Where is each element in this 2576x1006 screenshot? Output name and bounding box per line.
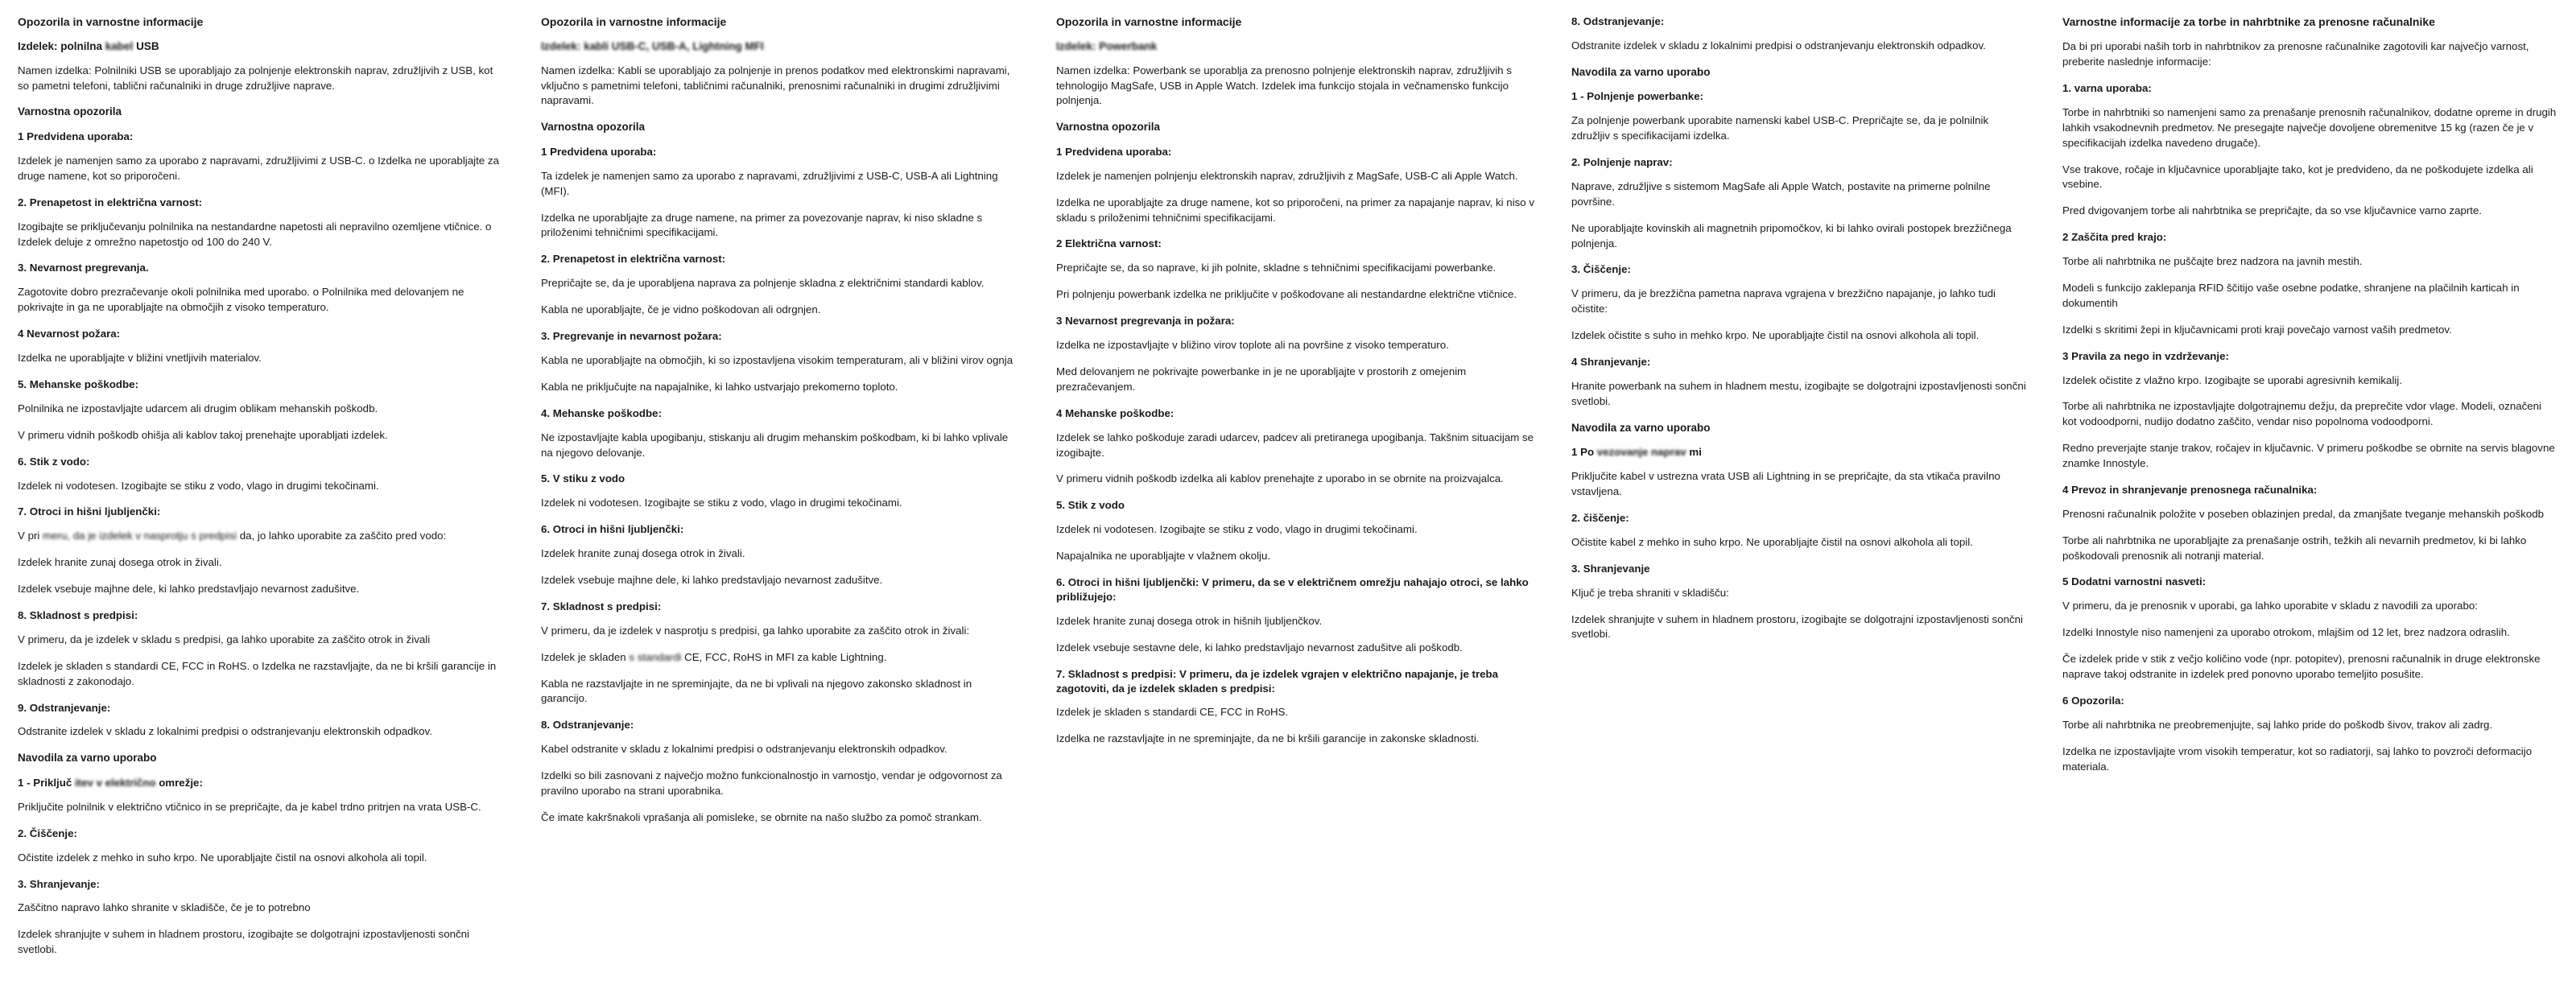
- item-heading: 8. Odstranjevanje:: [1571, 15, 1665, 27]
- item-heading: 7. Skladnost s predpisi:: [541, 600, 662, 612]
- paragraph: Izdelka ne izpostavljajte v bližino virov toplote ali na površine z visoko temperaturo.: [1056, 339, 1449, 352]
- subtitle-suffix: USB: [136, 40, 159, 53]
- section-heading: Navodila za varno uporabo: [1571, 65, 1711, 78]
- column-1-subtitle: [18, 39, 506, 54]
- paragraph: Namen izdelka: Kabli se uporabljajo za polnjenje in prenos podatkov med elektronskimi napravami, vključno s pametnimi telefoni, tabličnimi računalniki, prenosnimi računalniki in drugimi združljivimi napravami.: [541, 64, 1010, 107]
- column-2-subtitle: [541, 39, 1021, 54]
- paragraph: Zaščitno napravo lahko shranite v skladišče, če je to potrebno: [18, 901, 311, 914]
- paragraph: Torbe ali nahrbtnika ne preobremenjujte, saj lahko pride do poškodb šivov, trakov ali zadrg.: [2062, 718, 2493, 731]
- paragraph: Ne izpostavljajte kabla upogibanju, stiskanju ali drugim mehanskim poškodbam, ki bi lahko vplivale na njegovo delovanje.: [541, 431, 1009, 459]
- item-heading: 4 Shranjevanje:: [1571, 356, 1651, 369]
- paragraph: Izdelek shranjujte v suhem in hladnem prostoru, izogibajte se dolgotrajni izpostavljenosti sončni svetlobi.: [18, 928, 469, 956]
- document-column-4: [1554, 14, 2045, 653]
- item-heading: 3 Pravila za nego in vzdrževanje:: [2062, 349, 2229, 362]
- paragraph-partially-blurred: [18, 529, 506, 544]
- item-heading: 1. varna uporaba:: [2062, 81, 2152, 94]
- paragraph: Izdelek je namenjen polnjenju elektronskih naprav, združljivih z MagSafe, USB-C ali Apple Watch.: [1056, 169, 1518, 182]
- paragraph: V primeru vidnih poškodb ohišja ali kablov takoj prenehajte uporabljati izdelek.: [18, 428, 388, 441]
- item-heading: 4 Nevarnost požara:: [18, 328, 121, 340]
- paragraph: Izdelek hranite zunaj dosega otrok in živali.: [541, 547, 745, 560]
- paragraph: Naprave, združljive s sistemom MagSafe ali Apple Watch, postavite na primerne polnilne površine.: [1571, 179, 1991, 208]
- text-suffix: da, jo lahko uporabite za zaščito pred vodo:: [239, 530, 447, 542]
- paragraph: Očistite kabel z mehko in suho krpo. Ne uporabljajte čistil na osnovi alkohola ali topil.: [1571, 535, 1973, 548]
- paragraph: Izdelka ne razstavljajte in ne spreminjajte, da ne bi kršili garancije in zakonske skladnosti.: [1056, 732, 1480, 745]
- paragraph: Kabla ne razstavljajte in ne spreminjajte, da ne bi vplivali na njegovo zakonsko skladnost in garancijo.: [541, 677, 972, 705]
- item-heading: 5. Stik z vodo: [1056, 499, 1125, 512]
- paragraph: Izdelki so bili zasnovani z največjo možno funkcionalnostjo in varnostjo, vendar je odgovornost za pravilno uporabo na strani uporabnika.: [541, 769, 1002, 798]
- item-heading: 3. Čiščenje:: [1571, 263, 1631, 276]
- paragraph: Ne uporabljajte kovinskih ali magnetnih pripomočkov, ki bi lahko ovirali postopek brezžičnega polnjenja.: [1571, 221, 2012, 249]
- item-heading: 9. Odstranjevanje:: [18, 701, 111, 714]
- paragraph: Med delovanjem ne pokrivajte powerbanke in je ne uporabljajte v prostorih z omejenim prezračevanjem.: [1056, 365, 1467, 393]
- column-1-title: Opozorila in varnostne informacije: [18, 15, 204, 28]
- paragraph: Vse trakove, ročaje in ključavnice uporabljajte tako, kot je predvideno, da ne poškodujete izdelka ali vsebine.: [2062, 163, 2533, 191]
- item-heading: 6. Stik z vodo:: [18, 455, 90, 468]
- text-blurred: itev v električno: [74, 776, 156, 789]
- paragraph: Ključ je treba shraniti v skladišču:: [1571, 586, 1729, 599]
- section-heading: Varnostna opozorila: [18, 105, 122, 118]
- paragraph: Izdelek vsebuje majhne dele, ki lahko predstavljajo nevarnost zadušitve.: [18, 583, 360, 596]
- paragraph: V primeru, da je prenosnik v uporabi, ga lahko uporabite v skladu z navodili za uporabo:: [2062, 600, 2478, 612]
- text-suffix: mi: [1689, 446, 1702, 459]
- paragraph: Izdelek se lahko poškoduje zaradi udarcev, padcev ali pretiranega upogibanja. Takšnim situacijam se izogibajte.: [1056, 431, 1534, 459]
- section-heading: Varnostna opozorila: [541, 121, 646, 134]
- paragraph: Izdelka ne uporabljajte za druge namene, na primer za povezovanje naprav, ki niso skladne s priloženimi tehničnimi specifikacijami.: [541, 211, 983, 239]
- paragraph: Izdelek vsebuje sestavne dele, ki lahko predstavljajo nevarnost zadušitve ali poškodb.: [1056, 641, 1463, 653]
- paragraph: Izdelek ni vodotesen. Izogibajte se stiku z vodo, vlago in drugimi tekočinami.: [1056, 523, 1418, 536]
- item-heading: 3. Nevarnost pregrevanja.: [18, 262, 149, 274]
- paragraph: Izdelki Innostyle niso namenjeni za uporabo otrokom, mlajšim od 12 let, brez nadzora odraslih.: [2062, 626, 2510, 639]
- document-column-5: [2045, 14, 2576, 785]
- paragraph: Izdelek shranjujte v suhem in hladnem prostoru, izogibajte se dolgotrajni izpostavljenosti sončni svetlobi.: [1571, 612, 2023, 641]
- paragraph: Izdelek ni vodotesen. Izogibajte se stiku z vodo, vlago in drugimi tekočinami.: [541, 497, 902, 509]
- paragraph: Napajalnika ne uporabljajte v vlažnem okolju.: [1056, 550, 1271, 563]
- item-heading: 6 Opozorila:: [2062, 694, 2124, 707]
- item-heading: 1 - Polnjenje powerbanke:: [1571, 90, 1704, 103]
- item-heading: 5. V stiku z vodo: [541, 472, 625, 485]
- column-3-title: Opozorila in varnostne informacije: [1056, 15, 1242, 28]
- paragraph: V primeru, da je izdelek v nasprotju s predpisi, ga lahko uporabite za zaščito otrok in živali:: [541, 624, 970, 637]
- paragraph: Izdelek očistite z vlažno krpo. Izogibajte se uporabi agresivnih kemikalij.: [2062, 373, 2403, 386]
- paragraph: Priključite kabel v ustrezna vrata USB ali Lightning in se prepričajte, da sta vtikača pravilno vstavljena.: [1571, 470, 2000, 498]
- paragraph: Prepričajte se, da je uporabljena naprava za polnjenje skladna z električnimi standardi kablov.: [541, 277, 985, 290]
- paragraph: Pred dvigovanjem torbe ali nahrbtnika se prepričajte, da so vse ključavnice varno zaprte.: [2062, 204, 2483, 217]
- paragraph: Pri polnjenju powerbank izdelka ne priključite v poškodovane ali nestandardne električne vtičnice.: [1056, 288, 1517, 301]
- item-heading: 7. Otroci in hišni ljubljenčki:: [18, 505, 161, 518]
- text-prefix: 1 Po: [1571, 446, 1595, 459]
- paragraph-partially-blurred: [541, 650, 1021, 666]
- paragraph: Kabla ne uporabljajte na območjih, ki so izpostavljena visokim temperaturam, ali v bližini virov ognja: [541, 353, 1013, 366]
- document-column-2: [523, 14, 1038, 837]
- item-heading: 7. Skladnost s predpisi: V primeru, da je izdelek vgrajen v električno napajanje, je treba zagotoviti, da je izdelek skladen s predpisi:: [1056, 667, 1499, 695]
- item-heading: 8. Skladnost s predpisi:: [18, 608, 138, 621]
- paragraph: Odstranite izdelek v skladu z lokalnimi predpisi o odstranjevanju elektronskih odpadkov.: [1571, 39, 1986, 52]
- subtitle-blurred: Izdelek: kabli USB-C, USB-A, Lightning MFI: [541, 40, 764, 53]
- paragraph: Izdelka ne izpostavljajte vrom visokih temperatur, kot so radiatorji, saj lahko to povzroči deformacijo materiala.: [2062, 744, 2533, 773]
- item-heading: 2. Čiščenje:: [18, 827, 77, 839]
- paragraph: Izdelki s skritimi žepi in ključavnicami proti kraji povečajo varnost vaših predmetov.: [2062, 323, 2452, 336]
- text-blurred: vezovanje naprav: [1596, 446, 1686, 459]
- item-heading: 6. Otroci in hišni ljubljenčki: V primeru, da se v električnem omrežju nahajajo otroci, se lahko približujejo:: [1056, 575, 1529, 603]
- paragraph: Namen izdelka: Polnilniki USB se uporabljajo za polnjenje elektronskih naprav, združljivih z USB, kot so pametni telefoni, tablični računalniki in druge združljive naprave.: [18, 64, 493, 92]
- paragraph: Izdelek hranite zunaj dosega otrok in živali.: [18, 556, 222, 569]
- item-heading: 2. Polnjenje naprav:: [1571, 156, 1673, 169]
- paragraph: Izdelka ne uporabljajte za druge namene, kot so priporočeni, na primer za napajanje naprav, ki niso v skladu s priloženimi tehničnimi specifikacijami.: [1056, 196, 1535, 224]
- item-heading: 2 Električna varnost:: [1056, 237, 1162, 250]
- paragraph: Če imate kakršnakoli vprašanja ali pomisleke, se obrnite na našo službo za pomoč strankam.: [541, 810, 982, 823]
- paragraph: Kabel odstranite v skladu z lokalnimi predpisi o odstranjevanju elektronskih odpadkov.: [541, 743, 947, 756]
- paragraph: Prepričajte se, da so naprave, ki jih polnite, skladne s tehničnimi specifikacijami powerbanke.: [1056, 262, 1496, 274]
- paragraph: Izdelek hranite zunaj dosega otrok in hišnih ljubljenčkov.: [1056, 614, 1323, 627]
- paragraph: Redno preverjajte stanje trakov, ročajev in ključavnic. V primeru poškodbe se obrnite na servis blagovne znamke Innostyle.: [2062, 442, 2555, 469]
- item-heading: 4 Prevoz in shranjevanje prenosnega računalnika:: [2062, 483, 2318, 496]
- paragraph: Ta izdelek je namenjen samo za uporabo z napravami, združljivimi z USB-C, USB-A ali Lightning (MFI).: [541, 169, 998, 197]
- item-heading: 3. Shranjevanje:: [18, 877, 100, 890]
- item-heading: 1 Predvidena uporaba:: [541, 145, 657, 158]
- text-prefix: Izdelek je skladen: [541, 650, 626, 663]
- paragraph: Izdelek očistite s suho in mehko krpo. Ne uporabljajte čistil na osnovi alkohola ali topil.: [1571, 329, 1979, 342]
- document-column-3: [1038, 14, 1554, 758]
- item-heading: 2 Zaščita pred krajo:: [2062, 231, 2167, 244]
- item-heading: 1 Predvidena uporaba:: [1056, 145, 1172, 158]
- paragraph: Torbe in nahrbtniki so namenjeni samo za prenašanje prenosnih računalnikov, dodatne opreme in drugih lahkih vsakodnevnih predmetov. Ne presegajte največje dovoljene obremenitve 15 kg (razen če je v specifikacijah izdelka navedeno drugače).: [2062, 105, 2557, 149]
- paragraph: Namen izdelka: Powerbank se uporablja za prenosno polnjenje elektronskih naprav, združljivih s tehnologijo MagSafe, USB in Apple Watch. Izdelek ima funkcijo stojala in večnamensko funkcijo polnjenja.: [1056, 64, 1512, 107]
- item-heading-partially-blurred: [1571, 445, 2027, 460]
- paragraph: Odstranite izdelek v skladu z lokalnimi predpisi o odstranjevanju elektronskih odpadkov.: [18, 725, 432, 738]
- item-heading: 3. Shranjevanje: [1571, 562, 1650, 575]
- paragraph: Torbe ali nahrbtnika ne izpostavljajte dolgotrajnemu dežju, da preprečite vdor vlage. Modeli, označeni kot vodoodporni, nudijo dodatno zaščito, vendar niso popolnoma vodoodporni.: [2062, 400, 2542, 428]
- section-heading: Navodila za varno uporabo: [1571, 421, 1711, 434]
- text-suffix: CE, FCC, RoHS in MFI za kable Lightning.: [684, 650, 887, 663]
- text-blurred: s standardi: [629, 650, 682, 663]
- paragraph: V primeru, da je izdelek v skladu s predpisi, ga lahko uporabite za zaščito otrok in živali: [18, 633, 431, 645]
- item-heading: 4 Mehanske poškodbe:: [1056, 406, 1174, 419]
- paragraph: Izdelka ne uporabljajte v bližini vnetljivih materialov.: [18, 352, 262, 365]
- paragraph: Kabla ne uporabljajte, če je vidno poškodovan ali odrgnjen.: [541, 303, 821, 316]
- subtitle-blurred: Izdelek: Powerbank: [1056, 40, 1158, 53]
- section-heading: Navodila za varno uporabo: [18, 752, 157, 765]
- paragraph: Da bi pri uporabi naših torb in nahrbtnikov za prenosne računalnike zagotovili kar največjo varnost, preberite naslednje informacije:: [2062, 40, 2529, 68]
- paragraph: Izdelek je skladen s standardi CE, FCC in RoHS. o Izdelka ne razstavljajte, da ne bi kršili garancije in skladnosti z zakonodajo.: [18, 659, 497, 687]
- paragraph: Za polnjenje powerbank uporabite namenski kabel USB-C. Prepričajte se, da je polnilnik združljiv s specifikacijami izdelka.: [1571, 114, 1989, 142]
- item-heading: 1 Predvidena uporaba:: [18, 130, 134, 143]
- item-heading: 5 Dodatni varnostni nasveti:: [2062, 575, 2207, 588]
- paragraph: Hranite powerbank na suhem in hladnem mestu, izogibajte se dolgotrajni izpostavljenosti sončni svetlobi.: [1571, 379, 2026, 407]
- text-prefix: V pri: [18, 530, 40, 542]
- section-heading: Varnostna opozorila: [1056, 121, 1161, 134]
- paragraph: Če izdelek pride v stik z večjo količino vode (npr. potopitev), prenosni računalnik in druge elektronske naprave takoj odstranite in izdelek pred ponovno uporabo temeljito posušite.: [2062, 653, 2541, 680]
- item-heading: 3 Nevarnost pregrevanja in požara:: [1056, 315, 1235, 328]
- paragraph: Izdelek je skladen s standardi CE, FCC in RoHS.: [1056, 706, 1289, 719]
- item-heading: 6. Otroci in hišni ljubljenčki:: [541, 523, 684, 536]
- subtitle-prefix: Izdelek: polnilna: [18, 40, 103, 53]
- item-heading: 2. Prenapetost in električna varnost:: [541, 253, 726, 266]
- paragraph: Izdelek ni vodotesen. Izogibajte se stiku z vodo, vlago in drugimi tekočinami.: [18, 479, 379, 492]
- paragraph: Prenosni računalnik položite v poseben oblazinjen predal, da zmanjšate tveganje mehanskih poškodb: [2062, 507, 2545, 520]
- item-heading: 2. čiščenje:: [1571, 511, 1629, 524]
- paragraph: Očistite izdelek z mehko in suho krpo. Ne uporabljajte čistil na osnovi alkohola ali topil.: [18, 851, 427, 864]
- paragraph: Kabla ne priključujte na napajalnike, ki lahko ustvarjajo prekomerno toploto.: [541, 380, 898, 393]
- text-prefix: 1 - Priključ: [18, 776, 72, 789]
- paragraph: Zagotovite dobro prezračevanje okoli polnilnika med uporabo. o Polnilnika med delovanjem ne pokrivajte in ga ne uporabljajte na območjih z visoko temperaturo.: [18, 286, 464, 314]
- item-heading: 5. Mehanske poškodbe:: [18, 377, 138, 390]
- paragraph: V primeru, da je brezžična pametna naprava vgrajena v brezžično napajanje, jo lahko tudi očistite:: [1571, 287, 1996, 315]
- item-heading: 2. Prenapetost in električna varnost:: [18, 196, 203, 208]
- column-3-subtitle: [1056, 39, 1536, 54]
- paragraph: Izogibajte se priključevanju polnilnika na nestandardne napetosti ali nepravilno ozemljene vtičnice. o Izdelek deluje z omrežno napetostjo od 100 do 240 V.: [18, 220, 492, 248]
- paragraph: Polnilnika ne izpostavljajte udarcem ali drugim oblikam mehanskih poškodb.: [18, 402, 378, 414]
- item-heading: 4. Mehanske poškodbe:: [541, 406, 662, 419]
- column-2-title: Opozorila in varnostne informacije: [541, 15, 727, 28]
- column-5-title: Varnostne informacije za torbe in nahrbtnike za prenosne računalnike: [2062, 15, 2435, 28]
- document-column-1: [0, 14, 523, 969]
- text-blurred: meru, da je izdelek v nasprotju s predpisi: [43, 530, 237, 542]
- subtitle-blurred: kabel: [105, 40, 134, 53]
- paragraph: Izdelek vsebuje majhne dele, ki lahko predstavljajo nevarnost zadušitve.: [541, 574, 883, 587]
- item-heading: 3. Pregrevanje in nevarnost požara:: [541, 330, 722, 343]
- item-heading-partially-blurred: [18, 776, 506, 790]
- paragraph: Modeli s funkcijo zaklepanja RFID ščitijo vaše osebne podatke, shranjene na plačilnih karticah in dokumentih: [2062, 281, 2520, 309]
- paragraph: Priključite polnilnik v električno vtičnico in se prepričajte, da je kabel trdno pritrjen na vrata USB-C.: [18, 800, 481, 813]
- paragraph: Izdelek je namenjen samo za uporabo z napravami, združljivimi z USB-C. o Izdelka ne uporabljajte za druge namene, kot so priporočeni.: [18, 154, 499, 182]
- paragraph: Torbe ali nahrbtnika ne puščajte brez nadzora na javnih mestih.: [2062, 255, 2363, 268]
- text-suffix: omrežje:: [159, 776, 203, 789]
- paragraph: Torbe ali nahrbtnika ne uporabljajte za prenašanje ostrih, težkih ali nevarnih predmetov, ki bi lahko poškodovali prenosnik ali notranji material.: [2062, 534, 2527, 562]
- item-heading: 8. Odstranjevanje:: [541, 719, 634, 732]
- paragraph: V primeru vidnih poškodb izdelka ali kablov prenehajte z uporabo in se obrnite na proizvajalca.: [1056, 472, 1504, 485]
